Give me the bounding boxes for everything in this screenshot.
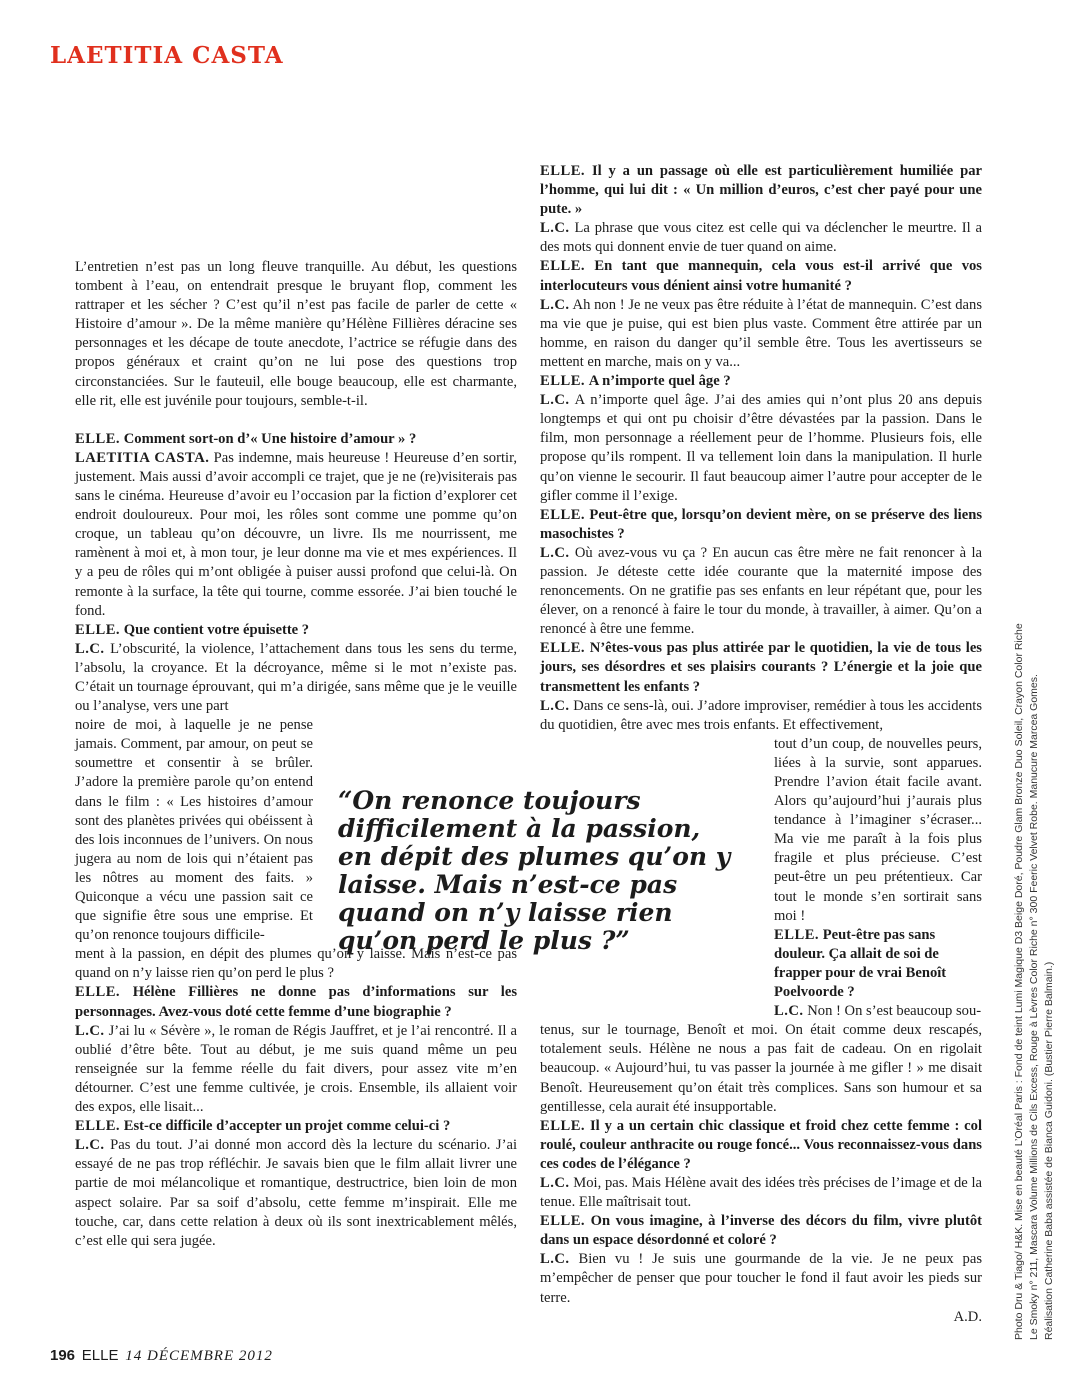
speaker-elle: ELLE. [540, 1117, 586, 1134]
answer: Bien vu ! Je suis une gourmande de la vie. Je ne peux pas m’empêcher de penser que pour toucher le fond il faut avoir les pieds sur terre. [540, 1251, 982, 1306]
issue-date: 14 DÉCEMBRE 2012 [125, 1348, 273, 1364]
speaker-lc: L.C. [540, 1174, 570, 1191]
answer: L’obscurité, la violence, l’attachement dans tous les sens du terme, l’absolu, la croyance. Et la décroyance, même si le mot n’existe pas. C’était un tournage éprouvant, qui m’a dirigée, sans même que je le veuille ou l’analyse, vers une part [75, 640, 517, 715]
left-column [75, 258, 517, 1251]
answer-continued: ment à la passion, en dépit des plumes qu’on y laisse. Mais n’est-ce pas quand on n’y laisse rien qu’on perd le plus ? [75, 946, 517, 982]
pull-quote: “On renonce toujours difficilement à la passion, en dépit des plumes qu’on y laisse. Mais n’est-ce pas quand on n’y laisse rien qu’on perd le plus ?” [338, 786, 731, 955]
question: Peut-être pas sans douleur. Ça allait de soi de frapper pour de vrai Benoît Poelvoorde ? [774, 926, 947, 1001]
answer: Où avez-vous vu ça ? En aucun cas être mère ne fait renoncer à la passion. Je déteste cette idée courante que la maternité impose des renoncements. On ne gratifie pas ses enfants en leur répétant que, pour les élever, on a renoncé à faire le tour du monde, à travailler, à aimer. Qu’on a renoncé à être une femme. [540, 544, 982, 638]
speaker-elle: ELLE. [75, 1118, 121, 1135]
speaker-elle: ELLE. [774, 926, 820, 943]
answer: Non ! On s’est beaucoup sou- [807, 1003, 982, 1020]
question: Il y a un passage où elle est particulièrement humiliée par l’homme, qui lui dit : « Un million d’euros, c’est cher payé pour une pute. » [540, 163, 982, 218]
magazine-name: ELLE [81, 1347, 119, 1364]
answer: Dans ce sens-là, oui. J’adore improviser, remédier à tous les accidents du quotidien, être avec mes trois enfants. Et effectivement, [540, 697, 982, 733]
speaker-elle: ELLE. [540, 258, 586, 275]
answer: Pas indemne, mais heureuse ! Heureuse d’en sortir, justement. Mais aussi d’avoir accompli ce trajet, que je ne (re)visiterais pas sans le cinéma. Heureuse d’avoir eu l’occasion par la fiction d’explorer cet endroit douloureux. Pour moi, les rôles sont comme une pomme qu’on croque, un tableau qu’on découvre, un livre. Ils me nourrissent, me ramènent à moi et, à mon tour, je leur donne ma vie et mes expériences. Il y a peu de rôles qui m’ont obligée à puiser aussi profond que celui-là. On remonte à la surface, la tête qui tourne, comme essorée. J’ai bien touché le fond. [75, 449, 517, 619]
question: Peut-être que, lorsqu’on devient mère, on se préserve des liens masochistes ? [540, 506, 982, 542]
answer-wrapped: tout d’un coup, de nouvelles peurs, liées à la survie, sont apparues. Prendre l’avion était facile avant. Alors qu’aujourd’hui j’aurais plus tendance à l’imaginer s’écraser... Ma vie me paraît à la fois plus fragile et plus précieuse. C’est peut-être un peu prétentieux. Car tout le monde s’en sortirait sans moi ! [774, 735, 982, 924]
answer-continued: tenus, sur le tournage, Benoît et moi. On était comme deux rescapés, totalement seuls. Hélène ne nous a pas fait de cadeau. On en rigolait beaucoup. « Aujourd’hui, tu vas passer la journée à me gifler ! » me disait Benoît. Heureusement qu’on était très complices. Sans son humour et sa gentillesse, cela aurait été insupportable. [540, 1022, 982, 1115]
speaker-lc: L.C. [75, 1137, 105, 1154]
answer: Ah non ! Je ne veux pas être réduite à l’état de mannequin. C’est dans ma vie que je puise, qui est bien plus vaste. Comment être attirée par un homme, en raison du danger qu’il semble être. Tous les avertisseurs se mettent en marche, mais on y va... [540, 296, 983, 370]
question: Est-ce difficile d’accepter un projet comme celui-ci ? [123, 1118, 451, 1135]
speaker-elle: ELLE. [540, 640, 586, 657]
question: Hélène Fillières ne donne pas d’informations sur les personnages. Avez-vous doté cette femme d’une biographie ? [75, 984, 517, 1020]
answer: J’ai lu « Sévère », le roman de Régis Jauffret, et je l’ai rencontré. Il a oublié d’être bête. Tout au début, je me suis quand même un peu renseignée sur la femme réelle du fait divers, pour assez vite m’en détourner. C’est une femme cultivée, je crois. Ensemble, ils allaient voir des expos, elle lisait... [75, 1022, 517, 1116]
photo-credit: Photo Dru & Tiago/ H&K. Mise en beauté L’Oréal Paris : Fond de teint Lumi Magique D3 Beige Doré, Poudre Glam Bronze Duo Soleil, Crayon Color Riche Le Smoky n° 211, Mascara Volume Millions de Cils Excess, Rouge à Lèvres Color Riche n° 300 Feeric Velvet Robe. Manucure Marcea Gomes. Réalisation Catherine Baba assistée de Bianca Guidoni. (Bustier Pierre Balmain.) [1013, 623, 1055, 1340]
page-number: 196 [50, 1347, 76, 1364]
question: N’êtes-vous pas plus attirée par le quotidien, la vie de tous les jours, ses désordres et ses plaisirs courants ? L’énergie et la joie que transmettent les enfants ? [540, 640, 982, 695]
article-header: LAETITIA CASTA [50, 42, 284, 69]
page-footer [50, 1347, 273, 1365]
right-column [540, 162, 982, 1327]
answer-wrapped: noire de moi, à laquelle je ne pense jamais. Comment, par amour, on peut se soumettre et consentir à se brûler. J’adore la première parole qu’on entend dans le film : « Les histoires d’amour sont des planètes privées qui obéissent à des lois inconnues de l’univers. On nous jugera au nom de lois qui n’étaient pas les nôtres au moment des faits. » Quiconque a vécu une passion sait ce que signifie être sous une emprise. Et qu’on renonce toujours difficile- [75, 717, 313, 944]
speaker-lc: L.C. [540, 392, 570, 409]
speaker-lc: L.C. [540, 697, 570, 714]
question: On vous imagine, à l’inverse des décors du film, vivre plutôt dans un espace désordonné et coloré ? [540, 1213, 983, 1249]
speaker-lc: LAETITIA CASTA. [75, 449, 210, 466]
author-signature: A.D. [953, 1308, 982, 1325]
speaker-elle: ELLE. [540, 1213, 586, 1230]
answer: La phrase que vous citez est celle qui va déclencher le meurtre. Il a des mots qui donnent envie de tuer quand on aime. [540, 220, 982, 256]
speaker-lc: L.C. [540, 220, 570, 237]
speaker-lc: L.C. [540, 296, 570, 313]
speaker-elle: ELLE. [540, 373, 586, 390]
answer: A n’importe quel âge. J’ai des amies qui n’ont plus 20 ans depuis longtemps et qui ont pu choisir d’être dévastées par la passion. Dans le film, mon personnage a réellement peur de l’homme. Plusieurs fois, elle propose qu’ils rompent. Il va tellement loin dans la manipulation. Il hurle qu’on vienne le secourir. Il faut beaucoup aimer l’autre pour accepter de le gifler comme il l’exige. [540, 392, 982, 504]
speaker-lc: L.C. [540, 1251, 570, 1268]
question: Comment sort-on d’« Une histoire d’amour » ? [123, 430, 417, 447]
question: A n’importe quel âge ? [588, 373, 731, 390]
speaker-elle: ELLE. [540, 163, 586, 179]
speaker-lc: L.C. [540, 544, 570, 561]
right-wrap-block [540, 735, 982, 1021]
question: En tant que mannequin, cela vous est-il arrivé que vos interlocuteurs vous dénient ainsi votre humanité ? [540, 258, 982, 294]
speaker-elle: ELLE. [75, 430, 121, 447]
speaker-elle: ELLE. [75, 984, 121, 1001]
speaker-elle: ELLE. [75, 621, 121, 638]
speaker-lc: L.C. [75, 640, 105, 657]
question: Que contient votre épuisette ? [123, 621, 310, 638]
intro-paragraph: L’entretien n’est pas un long fleuve tranquille. Au début, les questions tombent à l’eau, on entendrait presque le bruyant flop, comment les rattraper et les sécher ? C’est qu’il n’est pas facile de parler de cette « Histoire d’amour ». De la même manière qu’Hélène Fillières déracine ses personnages et les décape de toute anecdote, l’actrice se réfugie dans des propos généraux et craint qu’on ne lui pose des questions trop circonstanciées. Sur le fauteuil, elle bouge beaucoup, elle est charmante, elle rit, elle est juvénile pour toujours, semble-t-il. [75, 259, 517, 409]
speaker-lc: L.C. [75, 1022, 105, 1039]
question: Il y a un certain chic classique et froid chez cette femme : col roulé, couleur anthracite ou rouge foncé... Vous reconnaissez-vous dans ces codes de l’élégance ? [540, 1117, 982, 1172]
answer: Moi, pas. Mais Hélène avait des idées très précises de l’image et de la tenue. Elle maîtrisait tout. [540, 1174, 982, 1211]
speaker-lc: L.C. [774, 1003, 804, 1020]
speaker-elle: ELLE. [540, 506, 586, 523]
answer: Pas du tout. J’ai donné mon accord dès la lecture du scénario. J’ai essayé de ne pas trop réfléchir. Je savais bien que le film allait livrer une partie de moi mélancolique et romantique, destructrice, bien loin de mon aspect solaire. Par sa soif d’absolu, cette femme m’inspirait. Elle me touche, car, dans cette relation à deux où ils sont inextricablement mêlés, c’est elle qui sera jugée. [75, 1137, 517, 1249]
